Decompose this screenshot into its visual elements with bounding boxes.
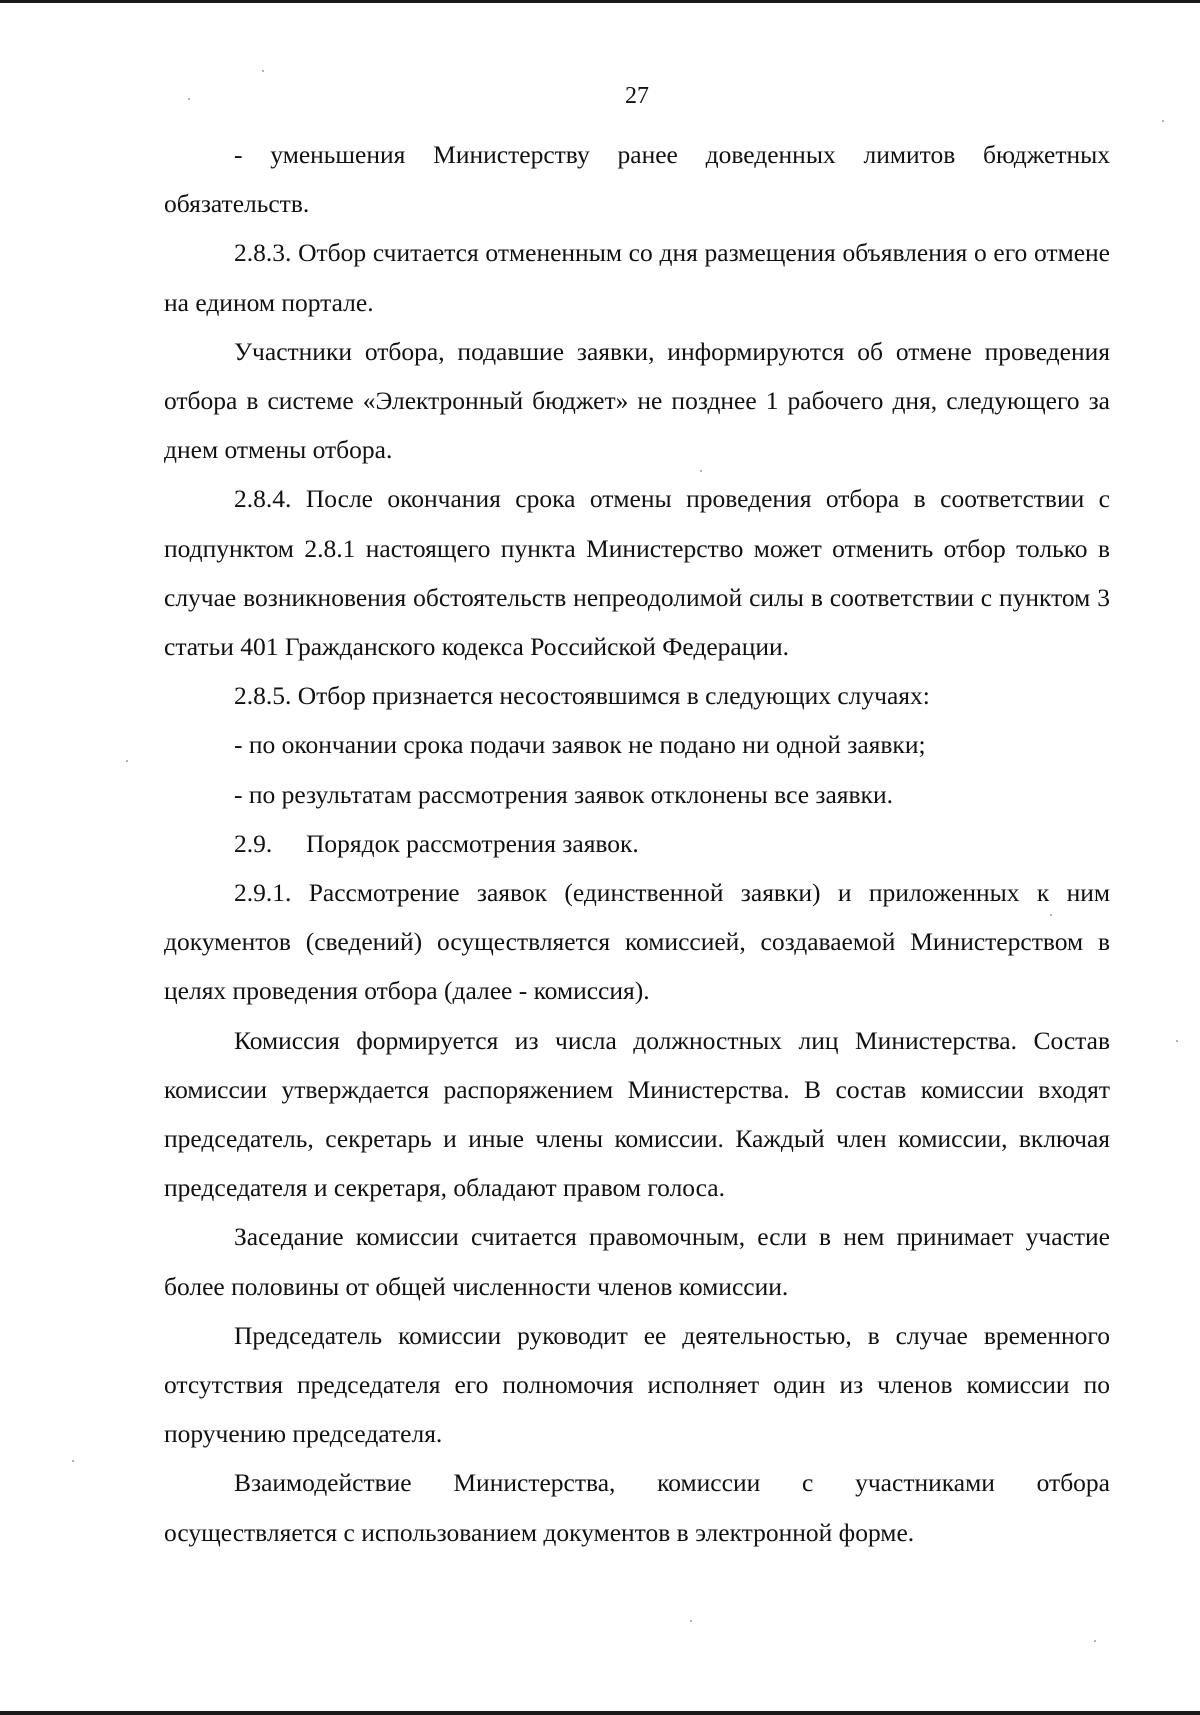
document-body [164,130,1110,1557]
scan-speck [1094,1640,1096,1642]
paragraph: Участники отбора, подавшие заявки, информируются об отмене проведения отбора в системе «Электронный бюджет» не позднее 1 рабочего дня, следующего за днем отмены отбора. [164,336,1110,465]
paragraph: - по окончании срока подачи заявок не подано ни одной заявки; [234,730,926,760]
scan-speck [126,760,128,762]
paragraph: Комиссия формируется из числа должностных лиц Министерства. Состав комиссии утверждается распоряжением Министерства. В состав комиссии входят председатель, секретарь и иные члены комиссии. Каждый член комиссии, включая председателя и секретаря, обладают правом голоса. [164,1025,1110,1203]
scan-edge-bottom [0,1711,1200,1715]
scan-speck [690,1620,692,1622]
section-heading [164,819,1110,868]
scan-speck [72,1460,74,1462]
scan-speck [1162,120,1164,122]
paragraph: 2.8.3. Отбор считается отмененным со дня размещения объявления о его отмене на едином портале. [164,238,1110,317]
scan-speck [1176,1040,1178,1042]
paragraph: Заседание комиссии считается правомочным, если в нем принимает участие более половины от общей численности членов комиссии. [164,1222,1110,1301]
paragraph: 2.8.4. После окончания срока отмены проведения отбора в соответствии с подпунктом 2.8.1 настоящего пункта Министерство может отменить отбор только в случае возникновения обстоятельств непреодолимой силы в соответствии с пунктом 3 статьи 401 Гражданского кодекса Российской Федерации. [164,484,1110,662]
section-number: 2.9. [234,828,273,858]
paragraph: Взаимодействие Министерства, комиссии с участниками отбора осуществляется с использованием документов в электронной форме. [164,1468,1110,1547]
paragraph: - уменьшения Министерству ранее доведенных лимитов бюджетных обязательств. [164,140,1110,219]
scan-speck [188,98,190,100]
scan-speck [262,70,264,72]
paragraph: - по результатам рассмотрения заявок отклонены все заявки. [234,779,893,809]
page-number: 27 [625,83,649,109]
paragraph: 2.8.5. Отбор признается несостоявшимся в следующих случаях: [234,681,930,711]
scan-speck [1050,914,1052,916]
paragraph: 2.9.1. Рассмотрение заявок (единственной заявки) и приложенных к ним документов (сведений) осуществляется комиссией, создаваемой Министерством в целях проведения отбора (далее - комиссия). [164,878,1110,1006]
scan-speck [700,470,702,472]
section-title: Порядок рассмотрения заявок. [306,828,639,858]
paragraph: Председатель комиссии руководит ее деятельностью, в случае временного отсутствия председателя его полномочия исполняет один из членов комиссии по поручению председателя. [164,1320,1110,1449]
scan-edge-top [0,0,1200,3]
